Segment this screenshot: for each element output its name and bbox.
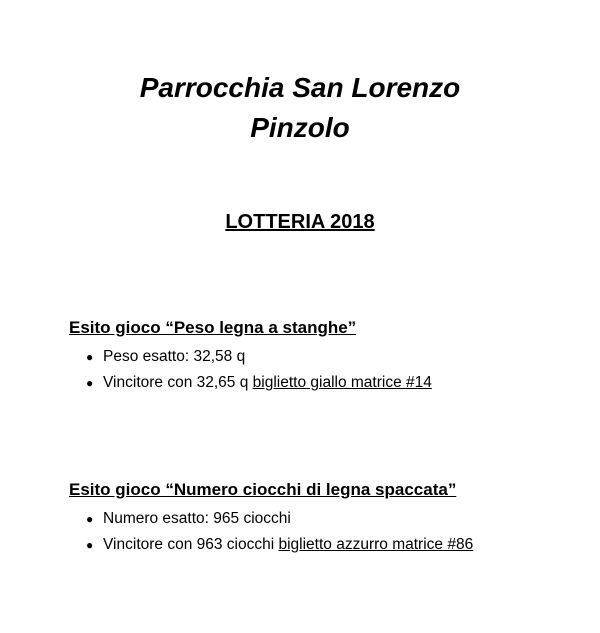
bullet-icon: ● <box>86 350 94 364</box>
result-section-wood-weight <box>69 316 589 396</box>
result-section-log-count <box>69 478 589 558</box>
bullet-icon: ● <box>86 512 94 526</box>
lottery-title: LOTTERIA 2018 <box>225 211 375 233</box>
list-item <box>69 344 589 370</box>
bullet-icon: ● <box>86 538 94 552</box>
list-item-text: Vincitore con 32,65 q <box>103 374 253 391</box>
list-item-text: Vincitore con 963 ciocchi <box>103 536 279 553</box>
winning-ticket: biglietto azzurro matrice #86 <box>278 536 474 553</box>
bullet-icon: ● <box>86 376 94 390</box>
list-item-text: Peso esatto: 32,58 q <box>103 348 246 365</box>
lottery-heading <box>0 209 600 235</box>
list-item <box>69 532 589 558</box>
result-list <box>69 506 589 558</box>
document-title <box>0 68 600 148</box>
list-item-text: Numero esatto: 965 ciocchi <box>103 510 291 527</box>
section-heading: Esito gioco “Numero ciocchi di legna spaccata” <box>69 480 457 499</box>
town-name: Pinzolo <box>250 112 350 143</box>
list-item <box>69 370 589 396</box>
result-list <box>69 344 589 396</box>
list-item <box>69 506 589 532</box>
parish-name: Parrocchia San Lorenzo <box>139 72 461 103</box>
winning-ticket: biglietto giallo matrice #14 <box>252 374 432 391</box>
section-heading: Esito gioco “Peso legna a stanghe” <box>69 318 357 337</box>
